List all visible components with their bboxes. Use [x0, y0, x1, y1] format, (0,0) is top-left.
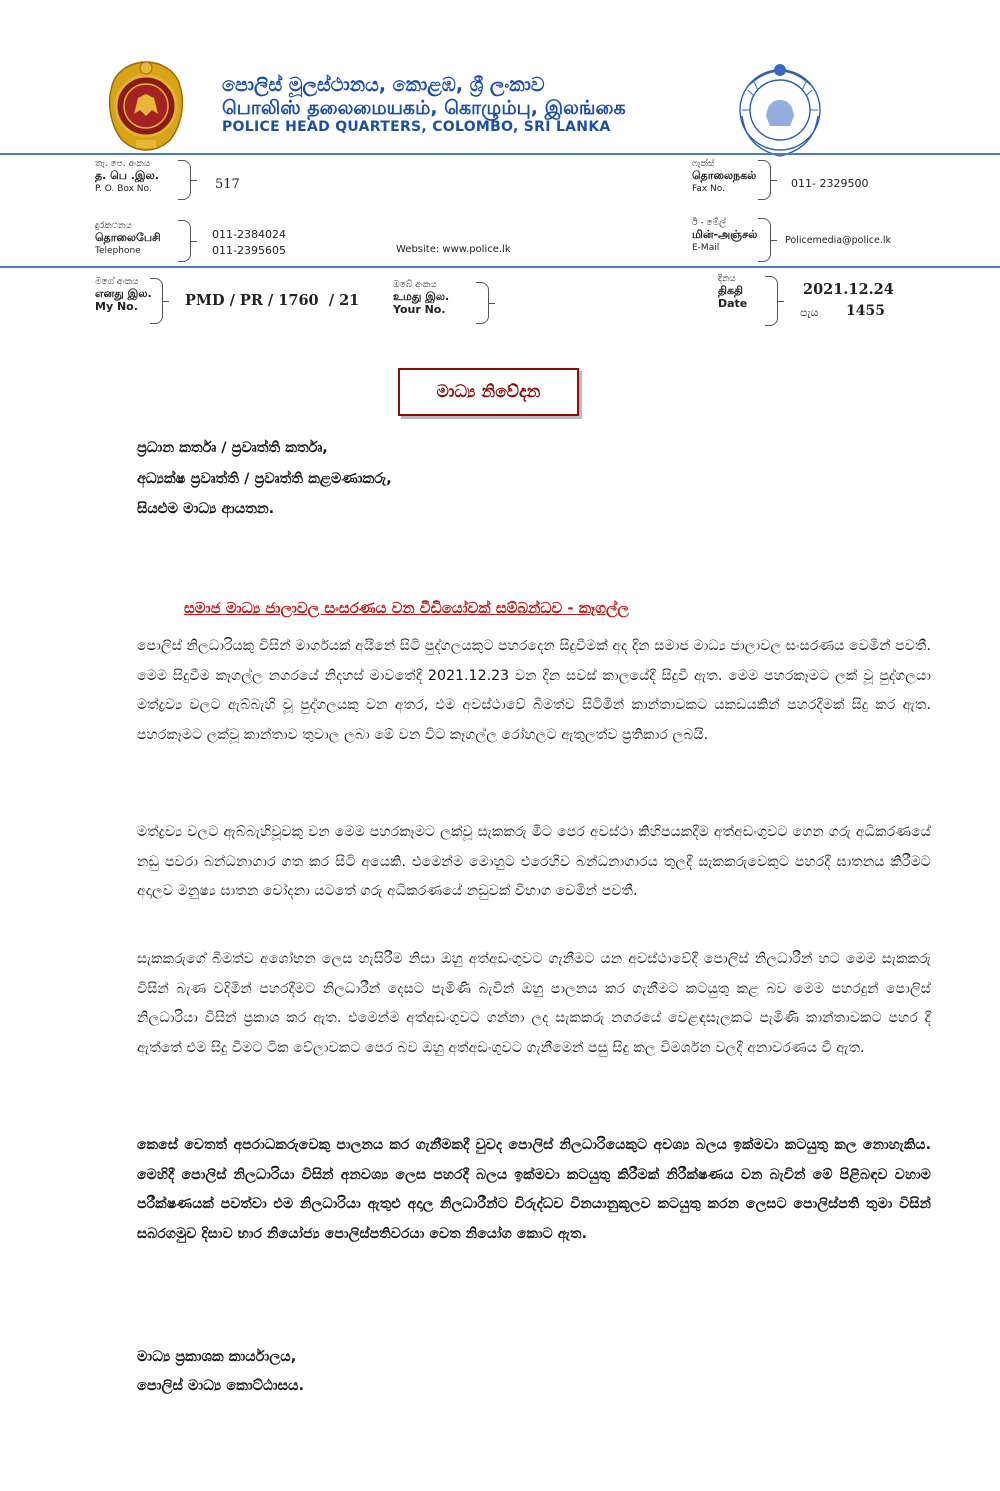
telephone-brace [178, 220, 191, 262]
addressee-line-1: ප්‍රධාන කර්තෘ / ප්‍රවෘත්ති කර්තෘ, [137, 440, 328, 456]
email-brace [758, 218, 771, 262]
sri-lanka-emblem [100, 56, 192, 154]
org-name-tamil: பொலிஸ் தலைமையகம், கொழும்பு, இலங்கை [222, 97, 626, 119]
my-no-brace [150, 278, 163, 324]
headline: සමාජ මාධ්‍ය ජාලාවල සංසරණය වන වීඩියෝවක් සම්බන්ධව - කෑගල්ල [184, 599, 629, 617]
website[interactable]: Website: www.police.lk [396, 244, 511, 255]
body-paragraph-1: පොලිස් නිලධාරියකු විසින් මාර්ගයක් අයිනේ සිටි පුද්ගලයකුට පහරදෙන සිදුවීමක් අද දින සමාජ මාධ්‍ය ජාලාවල සංසරණය වෙමින් පවතී. මෙම සිදුවීම කෑගල්ල නගරයේ නිදහස් මාවතේදී 2021.12.23 වන දින සවස් කාලයේදී සිදුවී ඇත. මෙම පහරකෑමට ලක් වූ පුද්ගලයා මත්ද්‍රව්‍ය වලට ඇබ්බැහි වූ පුද්ගලයකු වන අතර, එම අවස්ථාවේ බීමත්ව සිටිමින් කාන්තාවකට යකඩයකින් පහරදීමක් සිදු කර ඇත. පහරකෑමට ලක්වූ කාන්තාව තුවාල ලබා මේ වන විට කෑගල්ල රෝහලට ඇතුලත්ව ප්‍රතිකාර ලබයි. [137, 638, 931, 743]
telephone-value-1: 011-2384024 [212, 228, 286, 241]
body-paragraph-2: මත්ද්‍රව්‍ය වලට ඇබ්බැහිවූවකු වන මෙම පහරකෑමට ලක්වූ සැකකරු මීට පෙර අවස්ථා කිහිපයකදීම අත්අඩංගුවට ගෙන ගරු අධිකරණයේ නඩු පවරා බන්ධනාගාර ගත කර සිටි අයෙකි. එමෙන්ම මොහුට එරෙහිව බන්ධනාගාරය තුලදී සැකකරුවෙකුට පහරදී ඝාතනය කිරීමට අදාලව මනුෂ්‍ය ඝාතන චෝදනා යටතේ ගරු අධිකරණයේ නඩුවක් විභාග වෙමින් පවතී. [137, 824, 931, 899]
pobox-brace [178, 160, 191, 200]
addressee-line-2: අධ්‍යක්ෂ ප්‍රවෘත්ති / ප්‍රවෘත්ති කළමණාකරු, [137, 471, 392, 487]
body-paragraph-3: සැකකරුගේ බීමත්ව අශෝභන ලෙස හැසිරීම නිසා ඔහු අත්අඩංගුවට ගැනීමට යන අවස්ථාවේදී පොලිස් නිලධාරීන් හට මෙම සැකකරු විසින් බැණ වදිමින් පහරදීමට නිලධාරීන් දෙසට පැමිණි බැවින් ඔහු පාලනය කර ගැනීමට කටයුතු කළ බව මෙම පහරදුන් පොලිස් නිලධාරියා විසින් ප්‍රකාශ කර ඇත. එමෙන්ම අත්අඩංගුවට ගන්නා ලද සැකකරු නගරයේ වෙළඳසැලකට පැමිණි කාන්තාවකට පහර දී ඇත්තේ එම සිදු වීමට ටික වේලාවකට පෙර බව ඔහු අත්අඩංගුවට ගැනීමෙන් පසු සිදු කල විමර්ශන වලදී අනාවරණය වී ඇත. [137, 951, 931, 1056]
date-label: දිනය திகதி Date [718, 274, 748, 310]
police-emblem [728, 56, 832, 162]
pobox-value: 517 [215, 177, 240, 192]
fax-label: ෆැක්ස් தொலைநகல் Fax No. [692, 159, 757, 194]
your-no-brace [476, 282, 489, 324]
date-value: 2021.12.24 [803, 281, 894, 298]
header-divider-bottom [0, 266, 1000, 268]
my-no-label: මගේ අංකය எனது இல. My No. [95, 277, 152, 313]
my-no-value: PMD / PR / 1760 / 21 [185, 292, 360, 309]
org-name-english: POLICE HEAD QUARTERS, COLOMBO, SRI LANKA [222, 119, 611, 135]
email-value[interactable]: Policemedia@police.lk [785, 235, 891, 246]
pobox-label: තැ. පෙ. අංකය த. பெ .இல. P. O. Box No. [95, 159, 159, 194]
page-label: පැය [800, 306, 819, 319]
email-label: ඊ - මේල් மின்-அஞ்சல் E-Mail [692, 218, 758, 253]
media-release-title: මාධ්‍ය නිවේදන [398, 368, 579, 416]
body-paragraph-4: කෙසේ වෙතත් අපරාධකරුවෙකු පාලනය කර ගැනීමකදී වුවද පොලිස් නිලධාරියෙකුට අවශ්‍ය බලය ඉක්මවා කටයුතු කල නොහැකිය. මෙහිදී පොලිස් නිලධාරියා විසින් අනවශ්‍ය ලෙස පහරදී බලය ඉක්මවා කටයුතු කිරීමක් නිරීක්ෂණය වන බැවින් මේ පිළිබඳව වහාම පරීක්ෂණයක් පවත්වා එම නිලධාරියා ඇතුළු අදාල නිලධාරීන්ට විරුද්ධව විනයානුකූලව කටයුතු කරන ලෙසට පොලිස්පති තුමා විසින් සබරගමුව දිසාව භාර නියෝජ්‍ය පොලිස්පතිවරයා වෙත නියෝග කොට ඇත. [137, 1137, 931, 1242]
signature-line-2: පොලිස් මාධ්‍ය කොට්ඨාසය. [137, 1378, 304, 1394]
page-value: 1455 [846, 303, 885, 319]
fax-value: 011- 2329500 [791, 177, 869, 190]
telephone-value-2: 011-2395605 [212, 244, 286, 257]
org-name-sinhala: පොලිස් මූලස්ථානය, කොළඹ, ශ්‍රී ලංකාව [222, 74, 545, 96]
header-divider-top [0, 153, 1000, 155]
date-brace [765, 276, 778, 326]
fax-brace [758, 160, 771, 200]
addressee-line-3: සියළුම මාධ්‍ය ආයතන. [137, 501, 275, 517]
your-no-label: ඔබේ අංකය உமது இல. Your No. [393, 280, 450, 316]
telephone-label: දුරකථනය தொலைபேசி Telephone [95, 221, 161, 256]
signature-line-1: මාධ්‍ය ප්‍රකාශක කාර්යාලය, [137, 1349, 297, 1365]
